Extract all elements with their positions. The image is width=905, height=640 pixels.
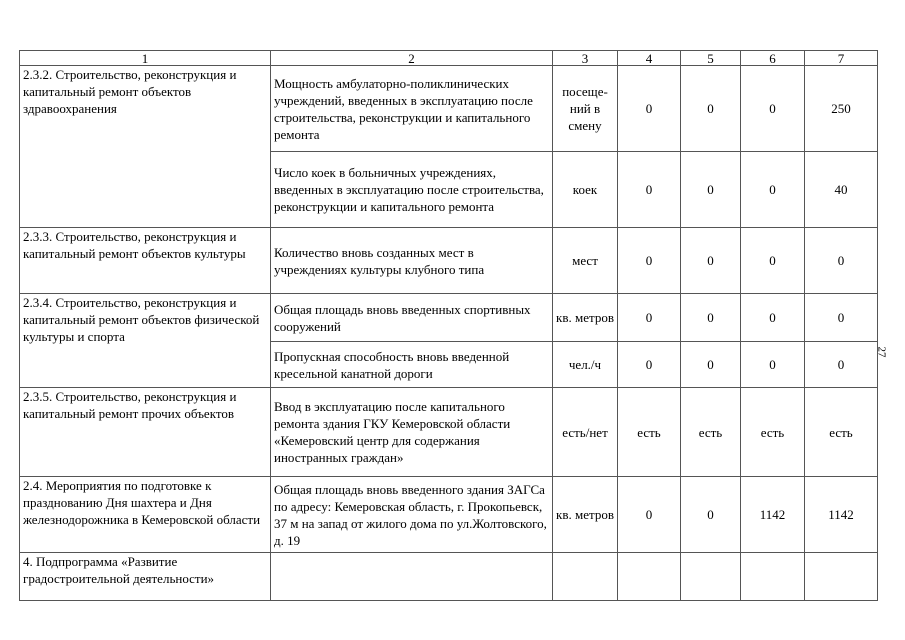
value-cell: 40 <box>805 152 878 228</box>
unit-cell: кв. метров <box>553 294 618 342</box>
value-cell: 0 <box>681 477 741 553</box>
value-cell: есть <box>805 388 878 477</box>
value-cell <box>805 553 878 601</box>
indicator-cell: Число коек в больничных учреждениях, введенных в эксплуатацию после строительства, реконструкции и капитального ремонта <box>271 152 553 228</box>
value-cell: есть <box>618 388 681 477</box>
value-cell: 0 <box>805 228 878 294</box>
table-row <box>20 553 878 601</box>
table-row <box>20 66 878 152</box>
header-row <box>20 51 878 66</box>
value-cell: 250 <box>805 66 878 152</box>
section-cell: 2.3.3. Строительство, реконструкция и капитальный ремонт объектов культуры <box>20 228 271 294</box>
value-cell: 0 <box>805 294 878 342</box>
indicator-cell: Общая площадь вновь введенных спортивных сооружений <box>271 294 553 342</box>
value-cell: есть <box>681 388 741 477</box>
section-cell: 4. Подпрограмма «Развитие градостроительной деятельности» <box>20 553 271 601</box>
value-cell <box>681 553 741 601</box>
value-cell: 0 <box>741 152 805 228</box>
header-cell-1: 1 <box>20 51 271 66</box>
page-number: 27 <box>875 346 888 358</box>
header-cell-7: 7 <box>805 51 878 66</box>
header-cell-3: 3 <box>553 51 618 66</box>
value-cell <box>618 553 681 601</box>
unit-cell: мест <box>553 228 618 294</box>
header-cell-2: 2 <box>271 51 553 66</box>
indicator-cell: Мощность амбулаторно-поликлинических учреждений, введенных в эксплуатацию после строительства, реконструкции и капитального ремонта <box>271 66 553 152</box>
value-cell: 0 <box>741 66 805 152</box>
unit-cell <box>553 553 618 601</box>
header-cell-6: 6 <box>741 51 805 66</box>
value-cell: 0 <box>618 228 681 294</box>
value-cell: 0 <box>618 294 681 342</box>
value-cell: есть <box>741 388 805 477</box>
unit-cell: чел./ч <box>553 342 618 388</box>
section-cell: 2.3.2. Строительство, реконструкция и капитальный ремонт объектов здравоохранения <box>20 66 271 228</box>
indicator-cell: Ввод в эксплуатацию после капитального ремонта здания ГКУ Кемеровской области «Кемеровский центр для содержания иностранных граждан» <box>271 388 553 477</box>
value-cell: 0 <box>741 228 805 294</box>
indicator-cell <box>271 553 553 601</box>
unit-cell: посеще-ний в смену <box>553 66 618 152</box>
value-cell: 0 <box>681 294 741 342</box>
section-cell: 2.3.4. Строительство, реконструкция и капитальный ремонт объектов физической культуры и спорта <box>20 294 271 388</box>
table-row <box>20 477 878 553</box>
value-cell: 0 <box>681 152 741 228</box>
unit-cell: коек <box>553 152 618 228</box>
value-cell: 0 <box>681 66 741 152</box>
value-cell <box>741 553 805 601</box>
value-cell: 1142 <box>805 477 878 553</box>
value-cell: 0 <box>805 342 878 388</box>
value-cell: 1142 <box>741 477 805 553</box>
indicator-cell: Пропускная способность вновь введенной кресельной канатной дороги <box>271 342 553 388</box>
indicators-table <box>19 50 878 601</box>
value-cell: 0 <box>618 152 681 228</box>
value-cell: 0 <box>618 477 681 553</box>
indicator-cell: Количество вновь созданных мест в учреждениях культуры клубного типа <box>271 228 553 294</box>
table-row <box>20 228 878 294</box>
table-row <box>20 388 878 477</box>
table-row <box>20 294 878 342</box>
indicator-cell: Общая площадь вновь введенного здания ЗАГСа по адресу: Кемеровская область, г. Прокопьевск, 37 м на запад от жилого дома по ул.Жолтовского, д. 19 <box>271 477 553 553</box>
value-cell: 0 <box>618 66 681 152</box>
section-cell: 2.3.5. Строительство, реконструкция и капитальный ремонт прочих объектов <box>20 388 271 477</box>
section-cell: 2.4. Мероприятия по подготовке к празднованию Дня шахтера и Дня железнодорожника в Кемеровской области <box>20 477 271 553</box>
value-cell: 0 <box>618 342 681 388</box>
header-cell-4: 4 <box>618 51 681 66</box>
value-cell: 0 <box>681 342 741 388</box>
value-cell: 0 <box>681 228 741 294</box>
unit-cell: есть/нет <box>553 388 618 477</box>
value-cell: 0 <box>741 294 805 342</box>
unit-cell: кв. метров <box>553 477 618 553</box>
header-cell-5: 5 <box>681 51 741 66</box>
value-cell: 0 <box>741 342 805 388</box>
